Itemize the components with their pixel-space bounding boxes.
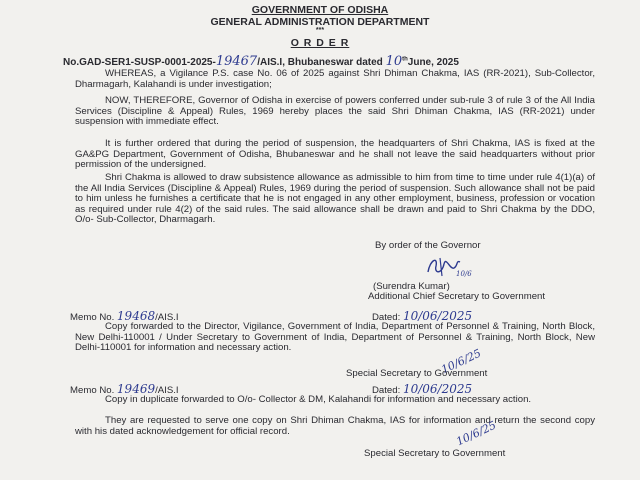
memo1-initials-handwritten: 10/6/25 (439, 346, 484, 377)
signatory-designation: Additional Chief Secretary to Government (368, 291, 546, 302)
allowance-paragraph: Shri Chakma is allowed to draw subsistence allowance as admissible to him from time to time under rule 4(1)(a) of the All India Services (Discipline & Appeal) Rules, 1969 during the period of suspension. Such allowance shall not be paid to him unless he furnishes a certificate that he is not engaged in any other employment, business, profession or vocation as required under rule 4(2) of the said rules. The said allowance shall be drawn and paid to Shri Chakma by the DDO, O/o- Sub-Collector, Dharmagarh. (75, 172, 595, 226)
memo1-number-handwritten: 19468 (116, 309, 156, 323)
memo2-signatory: Special Secretary to Government (364, 448, 506, 459)
memo2-number-handwritten: 19469 (116, 382, 156, 396)
signature-image (420, 252, 470, 280)
suspension-paragraph: NOW, THEREFORE, Governor of Odisha in exercise of powers conferred under sub-rule 3 of rule 3 of the All India Services (Discipline & Appeal) Rules, 1969 hereby places the said Shri Dhiman Chakma, IAS (RR-2021) under suspension with immediate effect. (75, 95, 595, 128)
memo1-date-handwritten: 10/06/2025 (402, 309, 473, 323)
department-heading: GENERAL ADMINISTRATION DEPARTMENT (210, 16, 430, 28)
order-number-prefix: No.GAD-SER1-SUSP-0001-2025- (63, 57, 216, 68)
memo1-number-line: Memo No. 19468/AIS.I (70, 309, 179, 323)
memo1-date-line: Dated: 10/06/2025 (372, 309, 473, 323)
svg-text:10/6: 10/6 (456, 270, 472, 278)
whereas-paragraph: WHEREAS, a Vigilance P.S. case No. 06 of 2025 against Shri Dhiman Chakma, IAS (RR-2021), Sub-Collector, Dharmagarh, Kalahandi is under investigation; (75, 68, 595, 90)
government-heading: GOVERNMENT OF ODISHA (251, 4, 389, 16)
order-date-suffix: June, 2025 (407, 57, 459, 68)
memo1-signatory: Special Secretary to Government (346, 368, 488, 379)
memo2-body-forward: Copy in duplicate forwarded to O/o- Collector & DM, Kalahandi for information and necessary action. (105, 394, 532, 405)
order-number-line: No.GAD-SER1-SUSP-0001-2025-19467/AIS.I, Bhubaneswar dated 10thJune, 2025 (63, 54, 459, 69)
order-number-handwritten: 19467 (215, 54, 258, 69)
memo2-initials-handwritten: 10/6/25 (454, 418, 499, 449)
memo1-body: Copy forwarded to the Director, Vigilance, Government of India, Department of Personnel & Training, North Block, New Delhi-110001 / Under Secretary to Government of India, Department of Personnel & Training, North Block, New Delhi-110001 for information and necessary action. (75, 321, 595, 354)
by-order-text: By order of the Governor (375, 240, 481, 251)
order-day-handwritten: 10 (385, 54, 403, 69)
memo2-body-serve: They are requested to serve one copy on Shri Dhiman Chakma, IAS for information and return the second copy with his dated acknowledgement for official record. (75, 415, 595, 437)
memo2-date-line: Dated: 10/06/2025 (372, 382, 473, 396)
order-number-mid: /AIS.I, Bhubaneswar dated (257, 57, 383, 68)
signatory-name: (Surendra Kumar) (373, 281, 450, 292)
memo2-number-line: Memo No. 19469/AIS.I (70, 382, 179, 396)
memo2-date-handwritten: 10/06/2025 (402, 382, 473, 396)
order-title: O R D E R (290, 37, 350, 49)
heading-ornament: *** (315, 27, 325, 34)
headquarters-paragraph: It is further ordered that during the period of suspension, the headquarters of Shri Chakma, IAS is fixed at the GA&PG Department, Government of Odisha, Bhubaneswar and he shall not leave the said headquarters without prior permission of the undersigned. (75, 138, 595, 171)
